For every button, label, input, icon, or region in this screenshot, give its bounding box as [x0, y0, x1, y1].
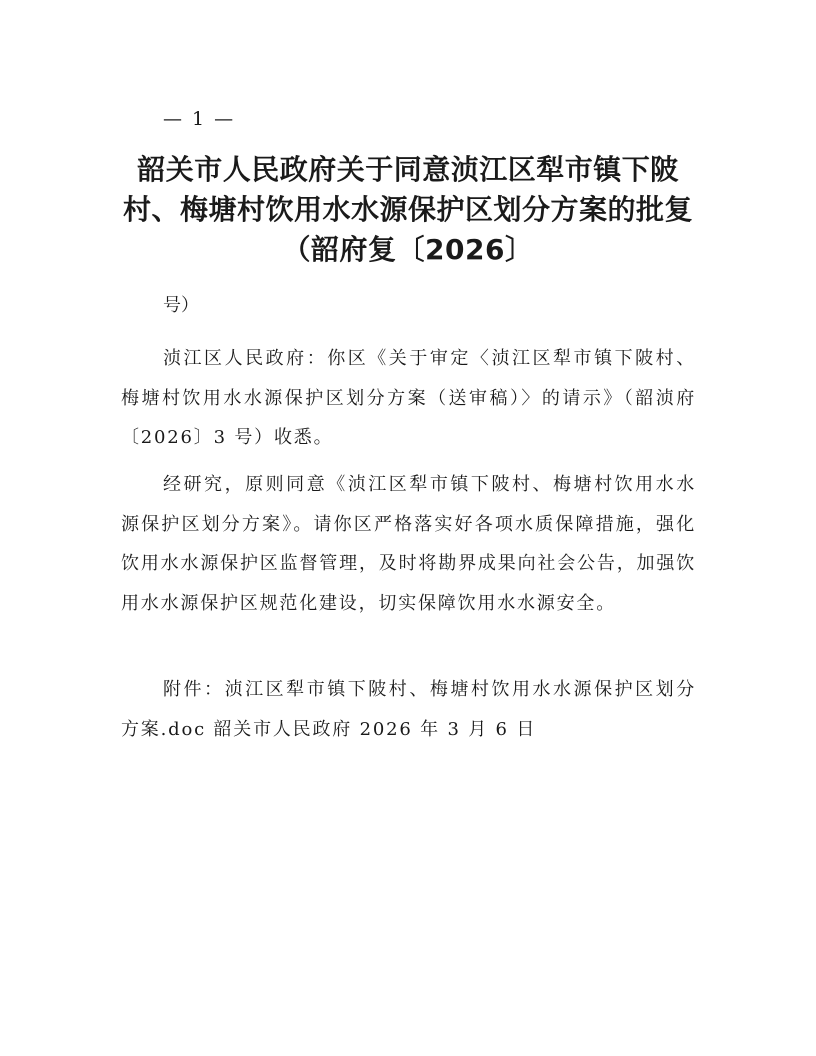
document-title: 韶关市人民政府关于同意浈江区犁市镇下陂村、梅塘村饮用水水源保护区划分方案的批复（韶府复〔2026〕: [122, 153, 693, 266]
paragraph-request-receipt: 浈江区人民政府：你区《关于审定〈浈江区犁市镇下陂村、梅塘村饮用水水源保护区划分方案（送审稿）〉的请示》（韶浈府〔2026〕3 号）收悉。: [121, 348, 696, 448]
page-number: — 1 —: [163, 108, 236, 130]
paragraph-approval: 经研究，原则同意《浈江区犁市镇下陂村、梅塘村饮用水水源保护区划分方案》。请你区严格落实好各项水质保障措施，强化饮用水水源保护区监督管理，及时将勘界成果向社会公告，加强饮用水水源保护区规范化建设，切实保障饮用水水源安全。: [121, 474, 696, 614]
document-title-continuation: 号）: [163, 295, 199, 316]
paragraph-attachment-signature: 附件：浈江区犁市镇下陂村、梅塘村饮用水水源保护区划分方案.doc 韶关市人民政府 2026 年 3 月 6 日: [121, 679, 696, 740]
